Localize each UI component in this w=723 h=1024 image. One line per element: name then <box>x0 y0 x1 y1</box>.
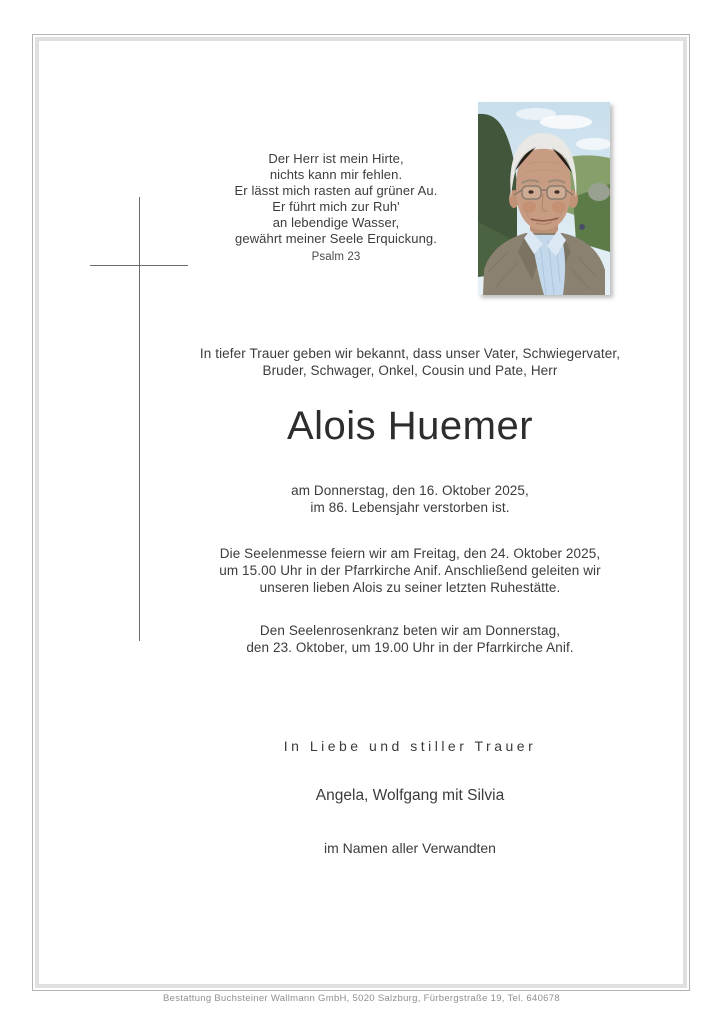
relatives-note: im Namen aller Verwandten <box>324 840 496 856</box>
poem-line: Er führt mich zur Ruh' <box>272 199 400 214</box>
announcement-line: Bruder, Schwager, Onkel, Cousin und Pate, Herr <box>262 363 558 378</box>
poem-line: nichts kann mir fehlen. <box>269 167 403 182</box>
funeral-home-footer: Bestattung Buchsteiner Wallmann GmbH, 5020 Salzburg, Fürbergstraße 19, Tel. 640678 <box>163 993 560 1004</box>
poem-line: Der Herr ist mein Hirte, <box>268 151 404 166</box>
death-info-line: am Donnerstag, den 16. Oktober 2025, <box>291 483 529 498</box>
poem-line: gewährt meiner Seele Erquickung. <box>235 231 437 246</box>
psalm-poem <box>219 151 453 265</box>
deceased-name: Alois Huemer <box>286 404 534 448</box>
poem-line: an lebendige Wasser, <box>272 215 400 230</box>
family-names: Angela, Wolfgang mit Silvia <box>315 787 505 804</box>
announcement-line: In tiefer Trauer geben wir bekannt, dass unser Vater, Schwiegervater, <box>199 346 621 361</box>
mass-info-line: Die Seelenmesse feiern wir am Freitag, den 24. Oktober 2025, <box>219 546 601 561</box>
poem-line: Er lässt mich rasten auf grüner Au. <box>234 183 438 198</box>
closing-phrase: In Liebe und stiller Trauer <box>283 738 537 754</box>
mass-info <box>99 545 721 596</box>
cross-horizontal-line <box>90 265 188 266</box>
portrait-illustration <box>478 102 610 295</box>
portrait-photo <box>478 102 610 295</box>
mass-info-line: um 15.00 Uhr in der Pfarrkirche Anif. Anschließend geleiten wir <box>219 563 601 578</box>
rosary-info <box>99 622 721 656</box>
death-info-line: im 86. Lebensjahr verstorben ist. <box>310 500 510 515</box>
mass-info-line: unseren lieben Alois zu seiner letzten Ruhestätte. <box>259 580 561 595</box>
death-info <box>99 482 721 516</box>
announcement <box>99 345 721 379</box>
rosary-info-line: den 23. Oktober, um 19.00 Uhr in der Pfarrkirche Anif. <box>246 640 574 655</box>
psalm-attribution: Psalm 23 <box>311 251 361 263</box>
rosary-info-line: Den Seelenrosenkranz beten wir am Donnerstag, <box>259 623 561 638</box>
